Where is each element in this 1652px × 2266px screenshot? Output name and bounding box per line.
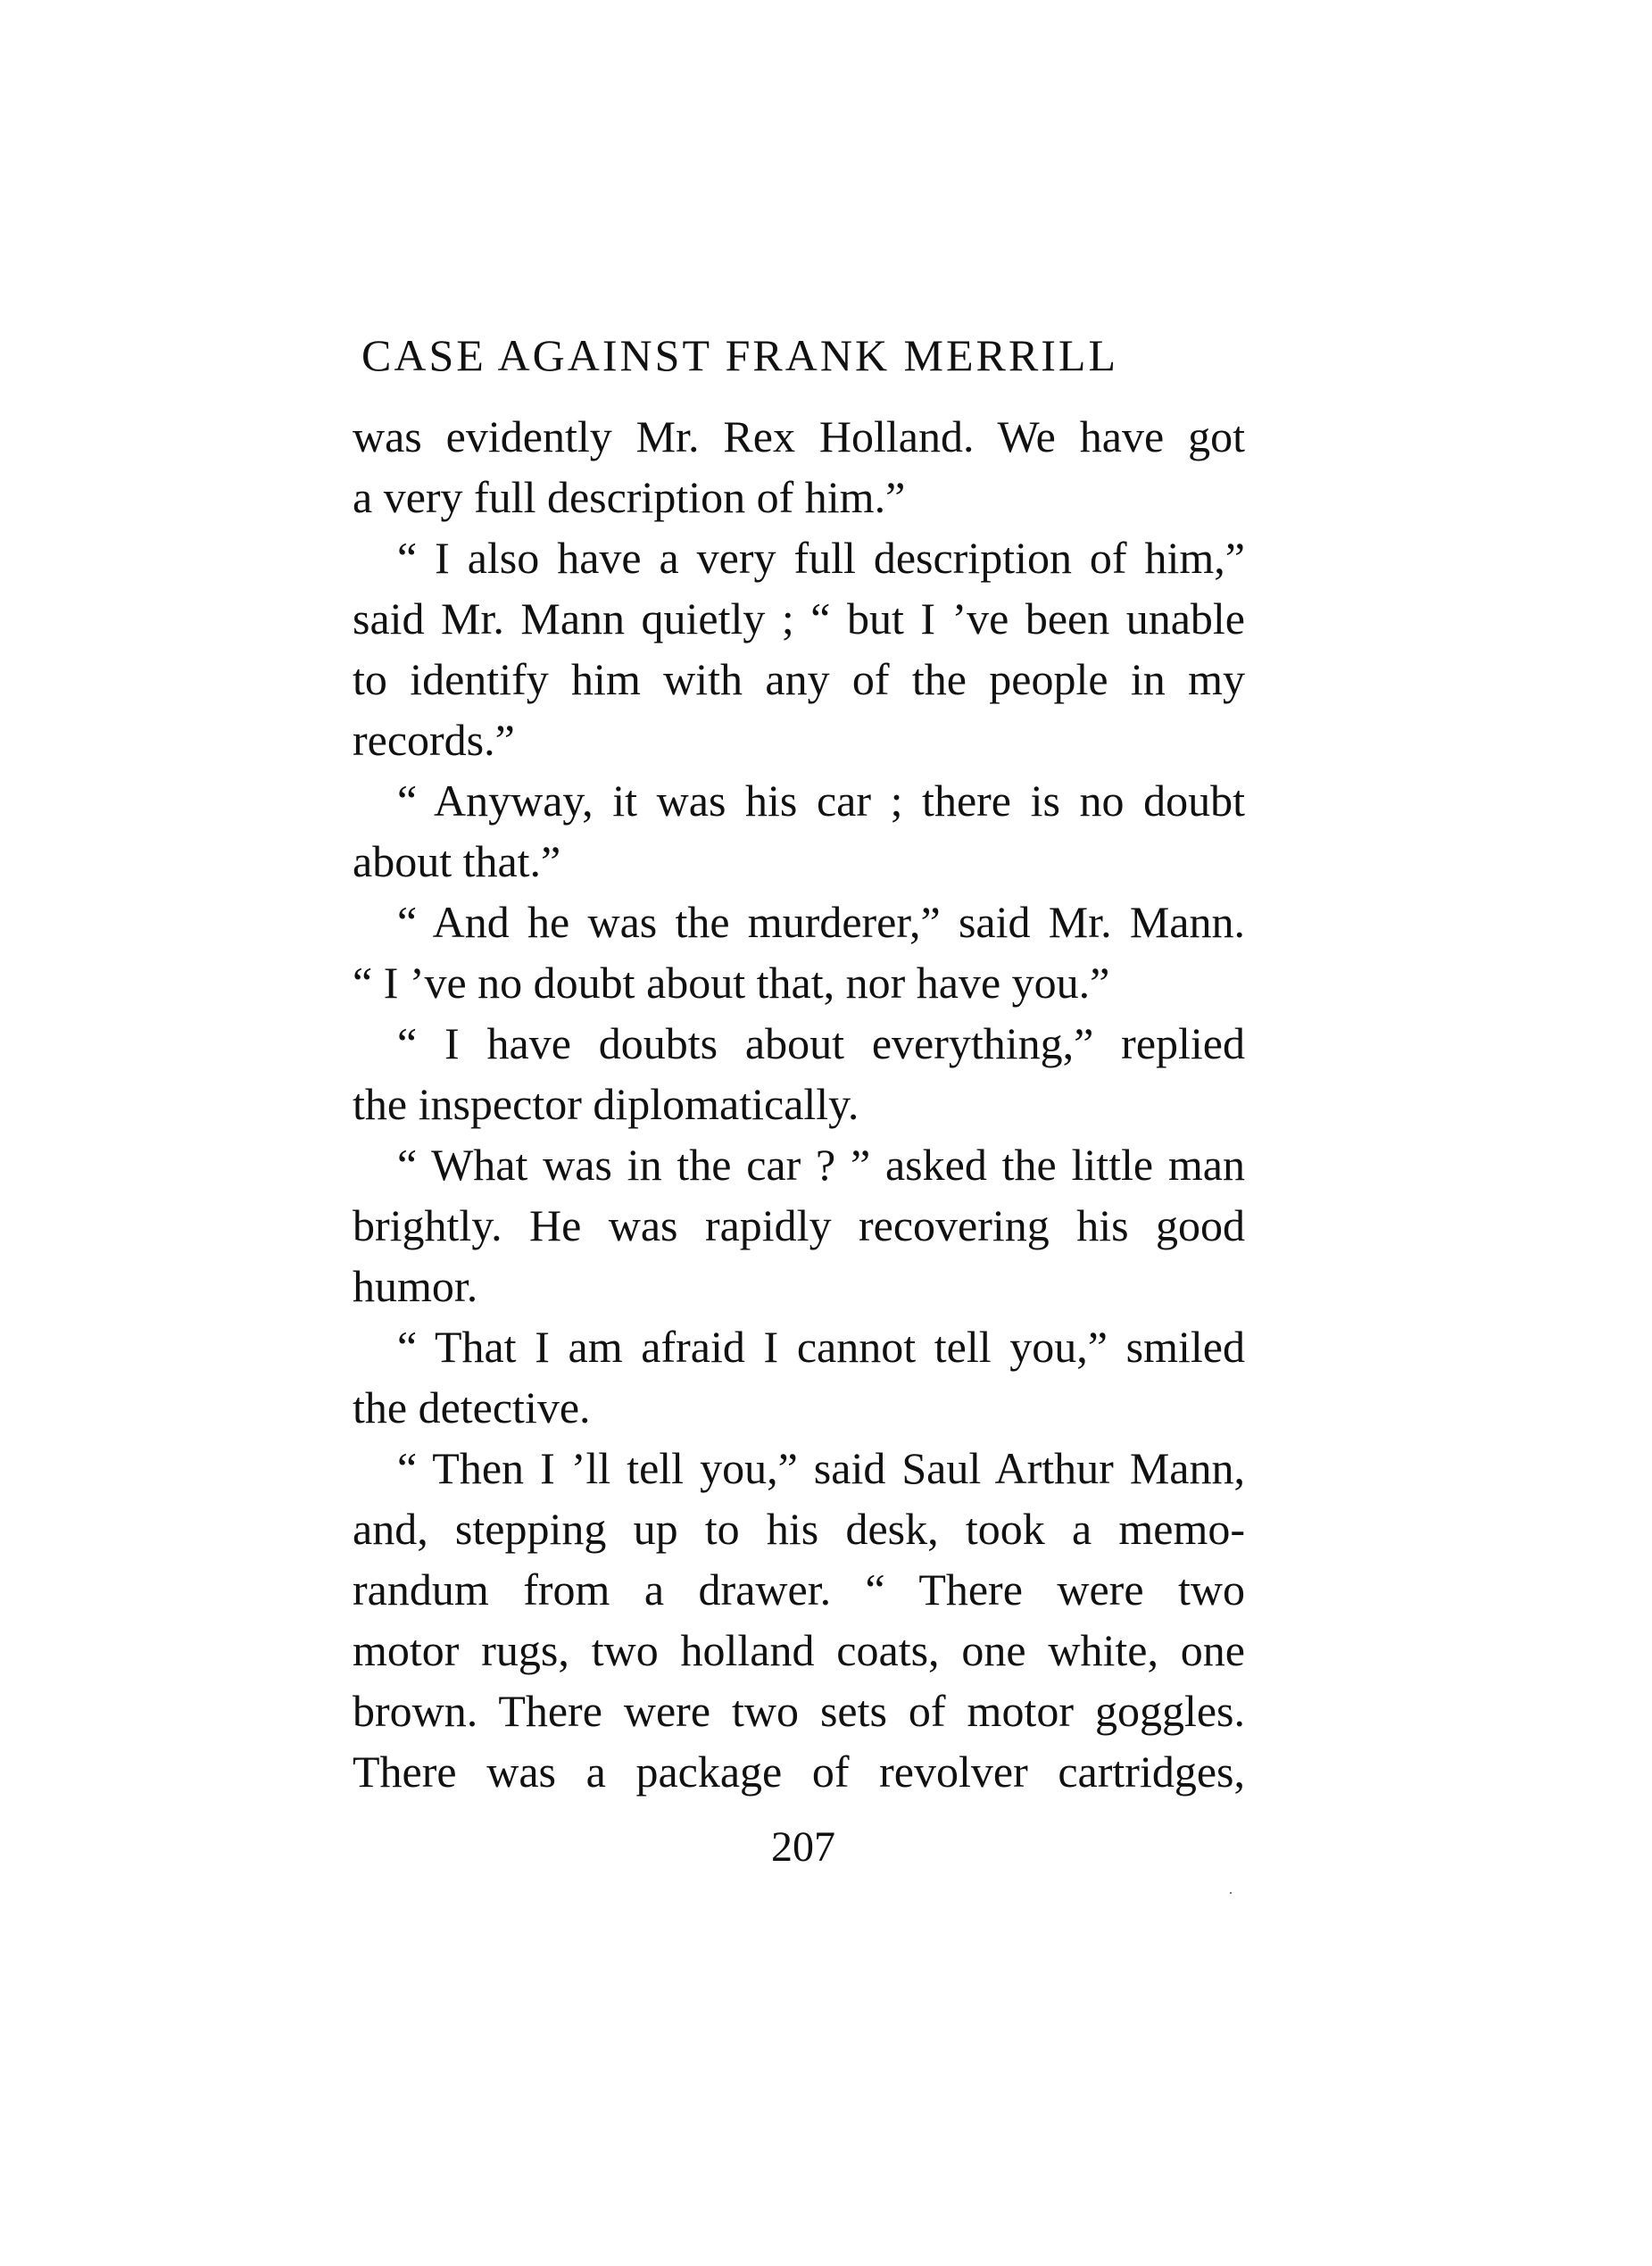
text-line: “ And he was the murderer,” said Mr. Mann.	[397, 897, 1245, 947]
text-line: “ Anyway, it was his car ; there is no doubt	[397, 776, 1245, 826]
text-line: said Mr. Mann quietly ; “ but I ’ve been unable	[353, 593, 1245, 643]
page-number: 207	[771, 1823, 835, 1871]
text-line: records.”	[353, 715, 515, 765]
text-line: “ What was in the car ? ” asked the little man	[397, 1140, 1245, 1190]
text-line: motor rugs, two holland coats, one white, one	[353, 1625, 1245, 1675]
running-head: CASE AGAINST FRANK MERRILL	[361, 330, 1118, 380]
text-line: to identify him with any of the people in my	[353, 654, 1245, 704]
text-line: about that.”	[353, 836, 561, 886]
body-text	[353, 406, 1245, 1802]
text-line: “ That I am afraid I cannot tell you,” smiled	[397, 1322, 1245, 1372]
text-line: was evidently Mr. Rex Holland. We have got	[353, 411, 1245, 461]
scan-speck	[1230, 1892, 1232, 1894]
text-line: the inspector diplomatically.	[353, 1079, 859, 1129]
text-line: randum from a drawer. “ There were two	[353, 1565, 1245, 1614]
text-line: “ I have doubts about everything,” replied	[397, 1018, 1245, 1068]
text-line: “ I ’ve no doubt about that, nor have you.”	[353, 958, 1110, 1008]
text-line: and, stepping up to his desk, took a memo-	[353, 1504, 1245, 1554]
text-line: “ Then I ’ll tell you,” said Saul Arthur Mann,	[397, 1443, 1245, 1493]
text-line: the detective.	[353, 1382, 591, 1432]
text-line: There was a package of revolver cartridges,	[353, 1747, 1245, 1797]
text-line: “ I also have a very full description of him,”	[397, 533, 1245, 583]
text-line: brightly. He was rapidly recovering his good	[353, 1200, 1245, 1250]
text-line: a very full description of him.”	[353, 472, 906, 522]
text-line: brown. There were two sets of motor goggles.	[353, 1686, 1245, 1736]
text-line: humor.	[353, 1261, 478, 1311]
